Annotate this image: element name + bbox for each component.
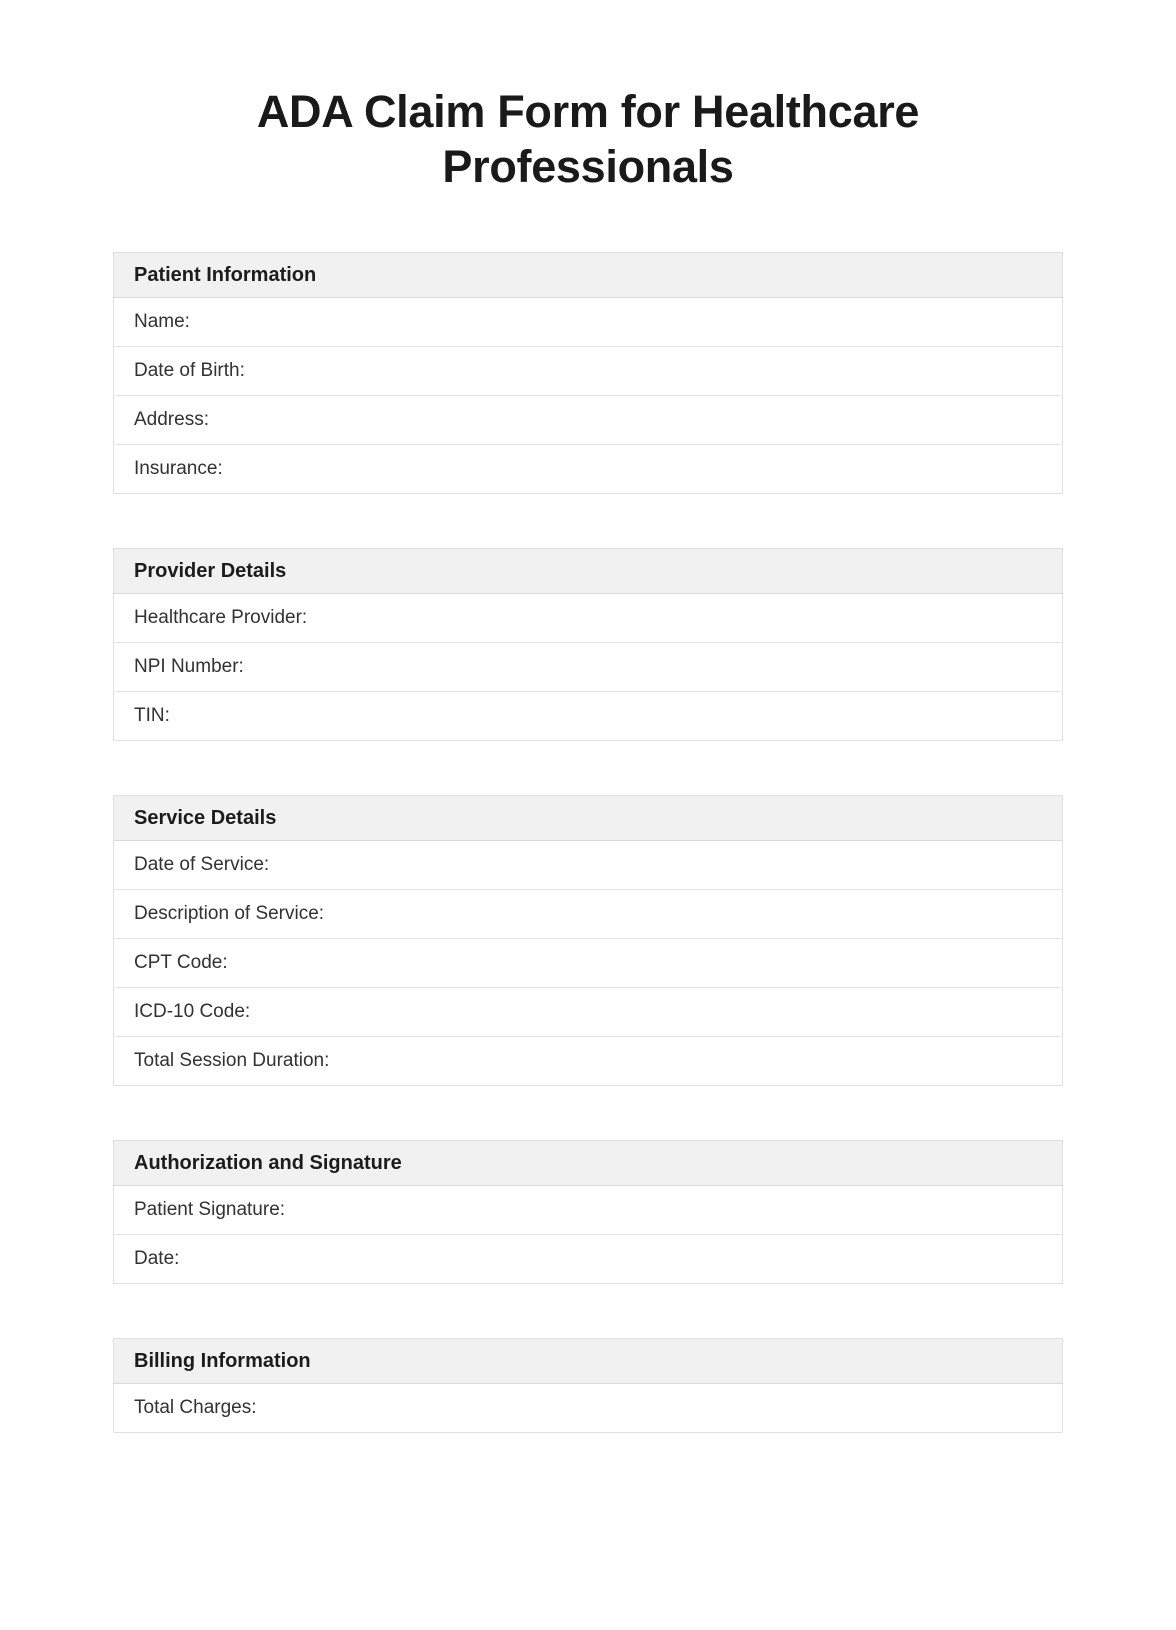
section-heading: Provider Details	[114, 549, 1062, 594]
section-heading: Authorization and Signature	[114, 1141, 1062, 1186]
form-field-row: ICD-10 Code:	[114, 988, 1062, 1037]
form-field-row: Date of Birth:	[114, 347, 1062, 396]
form-field-row: Name:	[114, 298, 1062, 347]
form-field-row: Healthcare Provider:	[114, 594, 1062, 643]
form-field-row: Date:	[114, 1235, 1062, 1283]
form-field-row: Total Session Duration:	[114, 1037, 1062, 1085]
form-field-row: Address:	[114, 396, 1062, 445]
form-field-row: Date of Service:	[114, 841, 1062, 890]
form-field-row: TIN:	[114, 692, 1062, 740]
form-field-row: CPT Code:	[114, 939, 1062, 988]
section-billing-information	[113, 1338, 1063, 1433]
page-title: ADA Claim Form for Healthcare Professionals	[256, 86, 920, 192]
section-patient-information	[113, 252, 1063, 494]
section-heading: Service Details	[114, 796, 1062, 841]
form-field-row: Patient Signature:	[114, 1186, 1062, 1235]
form-field-row: Description of Service:	[114, 890, 1062, 939]
section-heading: Patient Information	[114, 253, 1062, 298]
form-sections	[113, 252, 1063, 1433]
section-provider-details	[113, 548, 1063, 741]
section-service-details	[113, 795, 1063, 1086]
section-authorization-and-signature	[113, 1140, 1063, 1284]
section-heading: Billing Information	[114, 1339, 1062, 1384]
form-field-row: Total Charges:	[114, 1384, 1062, 1432]
form-field-row: NPI Number:	[114, 643, 1062, 692]
form-field-row: Insurance:	[114, 445, 1062, 493]
